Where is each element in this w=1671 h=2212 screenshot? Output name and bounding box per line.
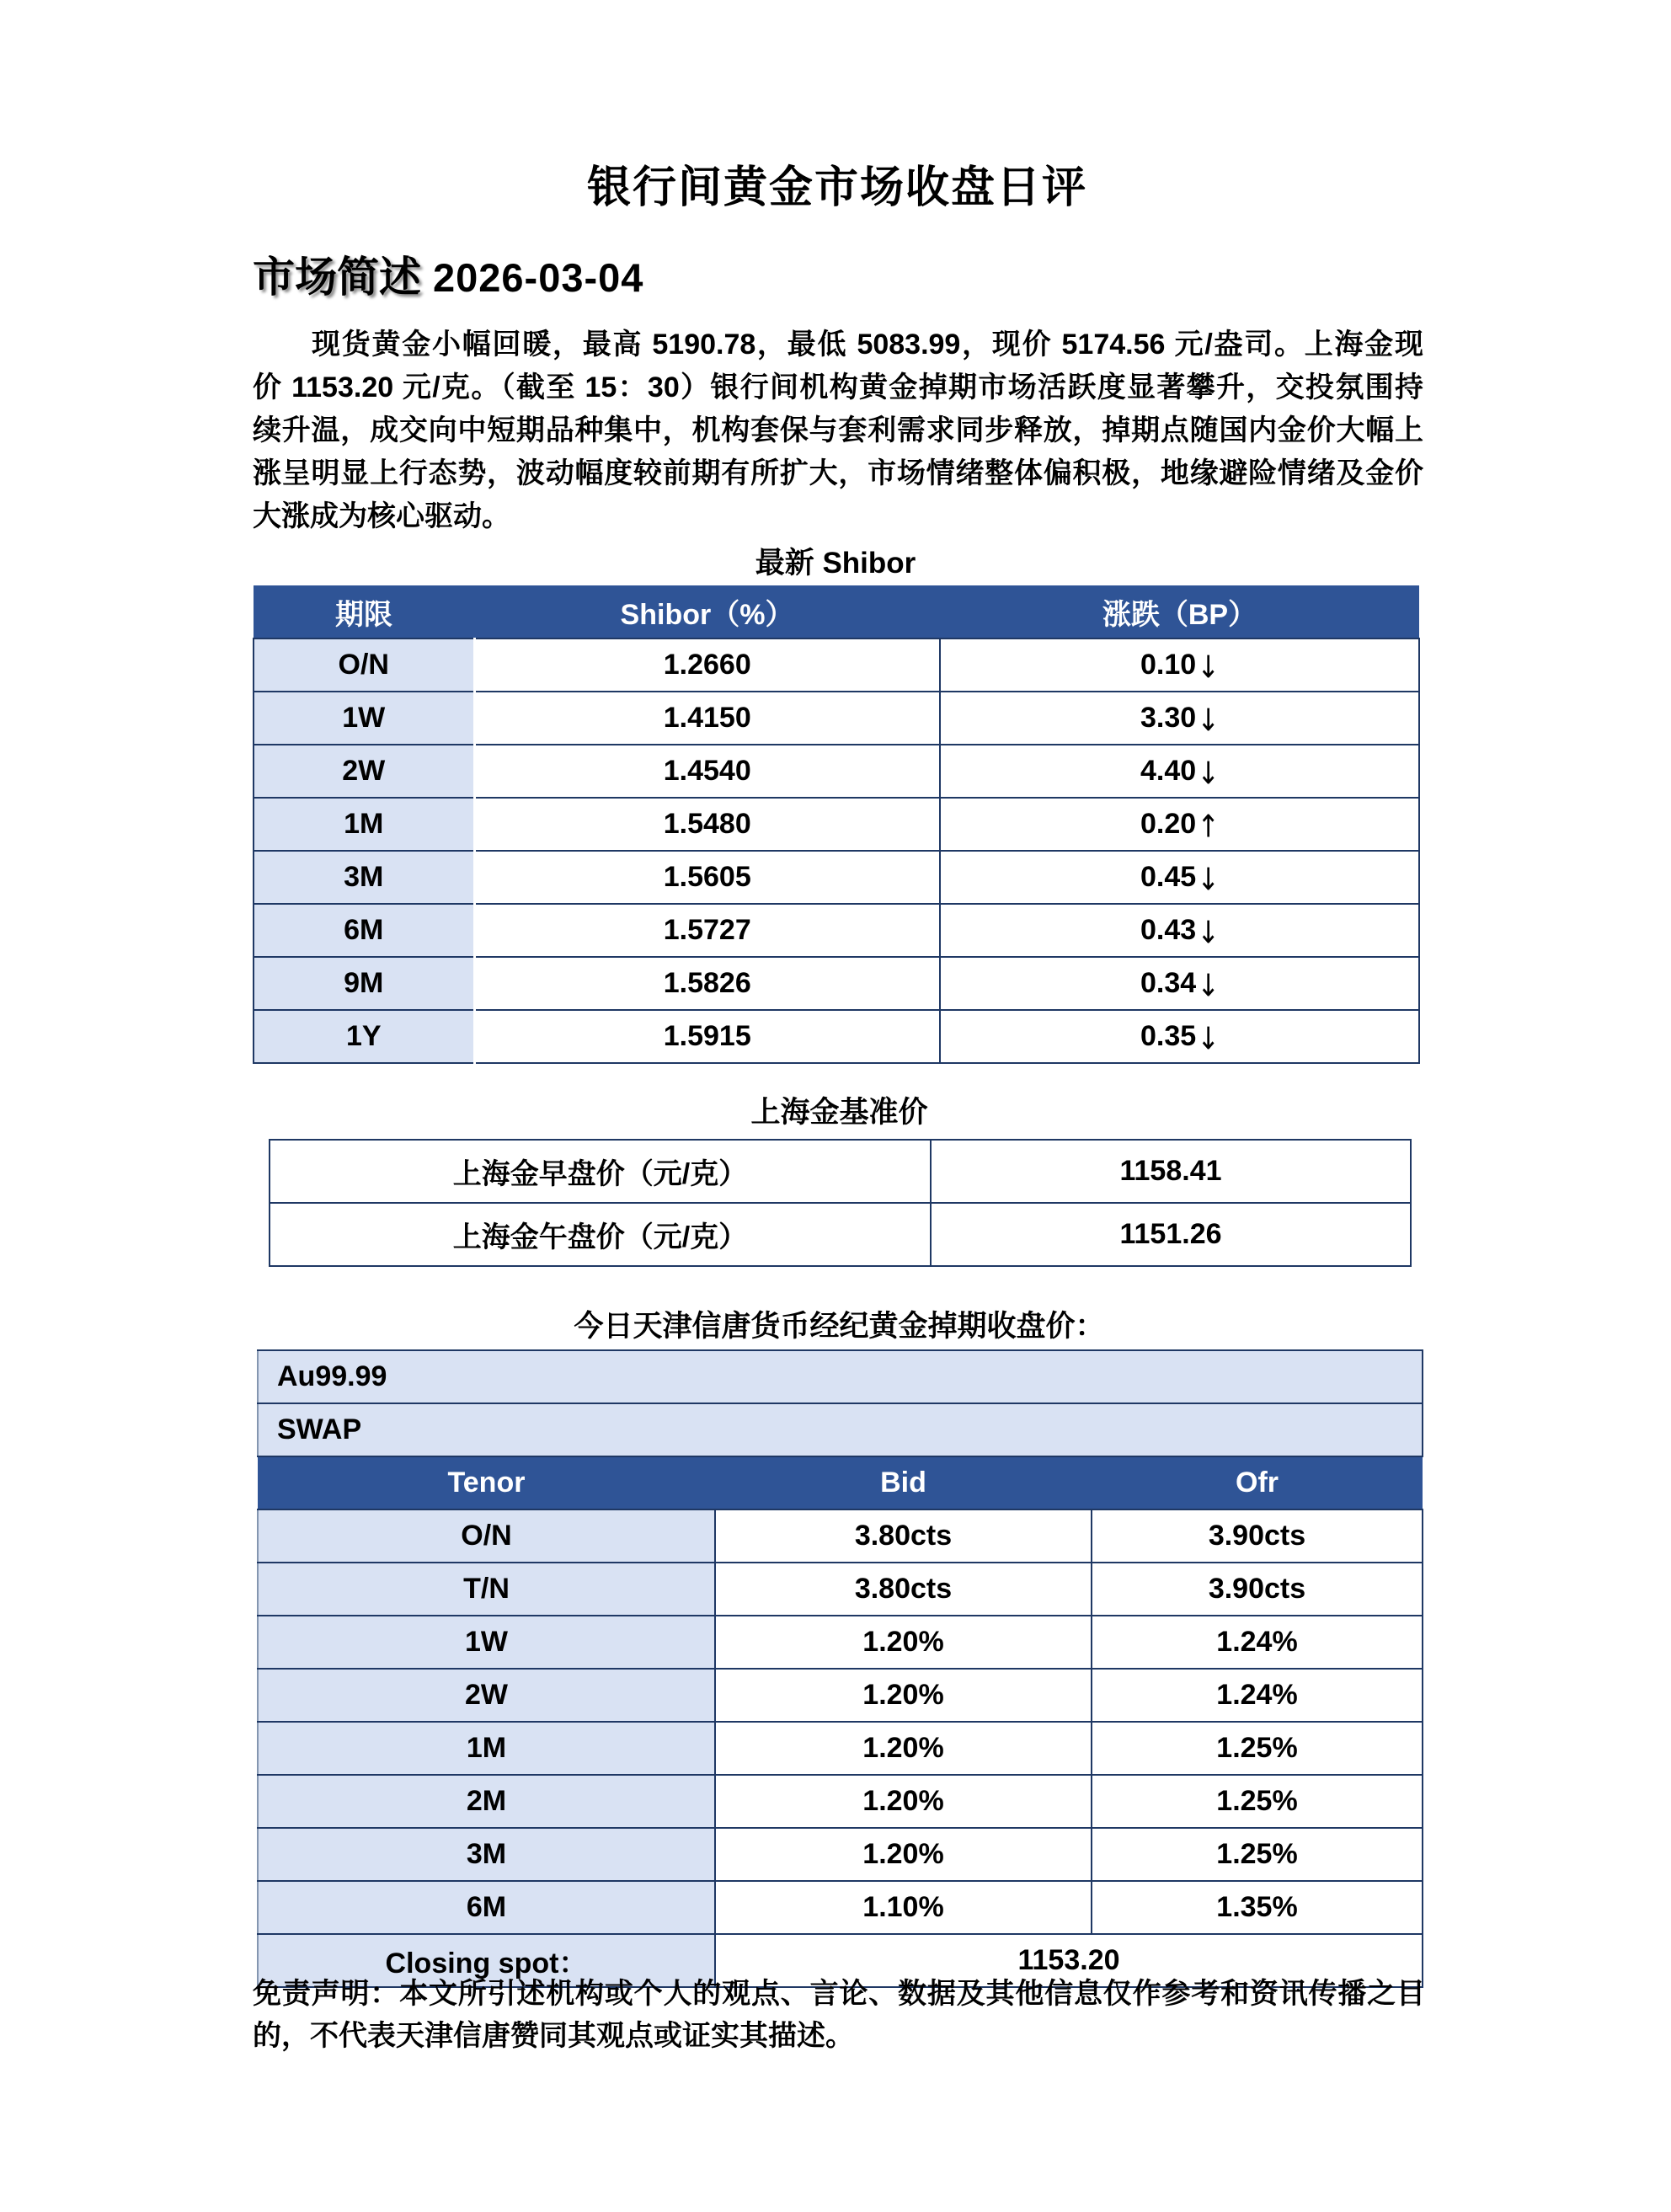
disclaimer xyxy=(253,1973,1425,2057)
change-cell xyxy=(940,957,1419,1010)
tenor-cell: 2W xyxy=(254,745,474,798)
ofr-cell: 1.25% xyxy=(1092,1775,1423,1828)
tenor-cell: 6M xyxy=(258,1881,715,1934)
ofr-cell: 1.24% xyxy=(1092,1616,1423,1669)
down-arrow-icon: ↓ xyxy=(1197,861,1220,898)
change-value: 4.40 xyxy=(1140,755,1197,787)
swap-header-row xyxy=(258,1456,1423,1509)
tenor-cell: 3M xyxy=(258,1828,715,1881)
section-heading-label: 市场简述 xyxy=(253,254,421,301)
change-value: 0.45 xyxy=(1140,861,1197,893)
tenor-cell: 1W xyxy=(258,1616,715,1669)
change-value: 0.10 xyxy=(1140,649,1197,681)
ofr-cell: 1.35% xyxy=(1092,1881,1423,1934)
table-row xyxy=(258,1669,1423,1722)
report-date: 2026-03-04 xyxy=(433,255,644,300)
table-row xyxy=(258,1563,1423,1616)
change-value: 0.34 xyxy=(1140,967,1197,999)
bid-cell: 1.10% xyxy=(715,1881,1092,1934)
shibor-table xyxy=(253,585,1420,1064)
shibor-table-title: 最新 Shibor xyxy=(755,547,916,580)
table-row xyxy=(254,638,1419,692)
swap-header-ofr: Ofr xyxy=(1092,1456,1423,1509)
table-row xyxy=(270,1140,1411,1203)
market-summary-line: 价 1153.20 元/克。（截至 15：30）银行间机构黄金掉期市场活跃度显著攀升，交投氛围持 xyxy=(253,371,1423,403)
bid-cell: 3.80cts xyxy=(715,1563,1092,1616)
swap-header-bid: Bid xyxy=(715,1456,1092,1509)
section-heading xyxy=(253,253,643,302)
tenor-cell: 9M xyxy=(254,957,474,1010)
change-cell xyxy=(940,745,1419,798)
closing-spot-label: Closing spot： xyxy=(258,1934,715,1987)
change-value: 0.43 xyxy=(1140,914,1197,946)
ofr-cell: 1.24% xyxy=(1092,1669,1423,1722)
tenor-cell: T/N xyxy=(258,1563,715,1616)
tenor-cell: O/N xyxy=(258,1509,715,1563)
rate-cell: 1.5480 xyxy=(474,798,940,851)
table-row xyxy=(258,1775,1423,1828)
rate-cell: 1.5826 xyxy=(474,957,940,1010)
ofr-cell: 1.25% xyxy=(1092,1722,1423,1775)
shanghai-gold-table-title: 上海金基准价 xyxy=(750,1096,928,1129)
swap-table-title: 今日天津信唐货币经纪黄金掉期收盘价： xyxy=(574,1310,1105,1343)
change-value: 3.30 xyxy=(1140,702,1197,734)
table-row xyxy=(258,1509,1423,1563)
market-summary-line: 现货黄金小幅回暖，最高 5190.78，最低 5083.99，现价 5174.56 元/盎司。上海金现 xyxy=(312,329,1423,361)
down-arrow-icon: ↓ xyxy=(1197,755,1220,792)
change-value: 0.35 xyxy=(1140,1020,1197,1052)
disclaimer-line: 的，不代表天津信唐赞同其观点或证实其描述。 xyxy=(253,2020,854,2052)
table-row xyxy=(270,1203,1411,1266)
rate-cell: 1.5915 xyxy=(474,1010,940,1063)
benchmark-value-cell: 1158.41 xyxy=(931,1140,1411,1203)
tenor-cell: 6M xyxy=(254,904,474,957)
market-summary-line: 续升温，成交向中短期品种集中，机构套保与套利需求同步释放，掉期点随国内金价大幅上 xyxy=(253,414,1423,446)
tenor-cell: 2W xyxy=(258,1669,715,1722)
document-title: 银行间黄金市场收盘日评 xyxy=(586,163,1087,212)
swap-header-tenor: Tenor xyxy=(258,1456,715,1509)
down-arrow-icon: ↓ xyxy=(1197,967,1220,1004)
table-row xyxy=(258,1616,1423,1669)
bid-cell: 1.20% xyxy=(715,1828,1092,1881)
shibor-header-row xyxy=(254,585,1419,638)
instrument-row xyxy=(258,1403,1423,1456)
up-arrow-icon: ↑ xyxy=(1197,808,1220,845)
product-row xyxy=(258,1350,1423,1403)
down-arrow-icon: ↓ xyxy=(1197,914,1220,951)
down-arrow-icon: ↓ xyxy=(1197,649,1220,686)
change-cell xyxy=(940,692,1419,745)
closing-spot-value: 1153.20 xyxy=(715,1934,1423,1987)
disclaimer-line: 免责声明：本文所引述机构或个人的观点、言论、数据及其他信息仅作参考和资讯传播之目 xyxy=(253,1978,1425,2010)
tenor-cell: 1Y xyxy=(254,1010,474,1063)
bid-cell: 1.20% xyxy=(715,1722,1092,1775)
table-row xyxy=(258,1828,1423,1881)
ofr-cell: 1.25% xyxy=(1092,1828,1423,1881)
table-row xyxy=(254,1010,1419,1063)
tenor-cell: 1M xyxy=(258,1722,715,1775)
shanghai-gold-table xyxy=(269,1139,1412,1267)
product-label: Au99.99 xyxy=(258,1350,1423,1403)
rate-cell: 1.5727 xyxy=(474,904,940,957)
down-arrow-icon: ↓ xyxy=(1197,702,1220,739)
bid-cell: 3.80cts xyxy=(715,1509,1092,1563)
table-row xyxy=(254,692,1419,745)
table-row xyxy=(254,745,1419,798)
rate-cell: 1.4150 xyxy=(474,692,940,745)
table-row xyxy=(254,798,1419,851)
down-arrow-icon: ↓ xyxy=(1197,1020,1220,1057)
change-cell xyxy=(940,638,1419,692)
rate-cell: 1.5605 xyxy=(474,851,940,904)
instrument-label: SWAP xyxy=(258,1403,1423,1456)
rate-cell: 1.2660 xyxy=(474,638,940,692)
bid-cell: 1.20% xyxy=(715,1775,1092,1828)
table-row xyxy=(254,957,1419,1010)
gold-swap-table xyxy=(257,1349,1423,1988)
change-cell xyxy=(940,798,1419,851)
change-value: 0.20 xyxy=(1140,808,1197,840)
tenor-cell: O/N xyxy=(254,638,474,692)
bid-cell: 1.20% xyxy=(715,1616,1092,1669)
shibor-header-change: 涨跌（BP） xyxy=(940,585,1419,638)
market-summary-paragraph xyxy=(253,323,1423,538)
benchmark-label-cell: 上海金早盘价（元/克） xyxy=(270,1140,931,1203)
benchmark-label-cell: 上海金午盘价（元/克） xyxy=(270,1203,931,1266)
benchmark-value-cell: 1151.26 xyxy=(931,1203,1411,1266)
rate-cell: 1.4540 xyxy=(474,745,940,798)
change-cell xyxy=(940,904,1419,957)
tenor-cell: 1M xyxy=(254,798,474,851)
table-row xyxy=(254,904,1419,957)
change-cell xyxy=(940,1010,1419,1063)
ofr-cell: 3.90cts xyxy=(1092,1563,1423,1616)
change-cell xyxy=(940,851,1419,904)
shibor-header-rate: Shibor（%） xyxy=(474,585,940,638)
table-row xyxy=(258,1722,1423,1775)
shibor-header-tenor: 期限 xyxy=(254,585,474,638)
tenor-cell: 1W xyxy=(254,692,474,745)
bid-cell: 1.20% xyxy=(715,1669,1092,1722)
table-row xyxy=(254,851,1419,904)
market-summary-line: 涨呈明显上行态势，波动幅度较前期有所扩大，市场情绪整体偏积极，地缘避险情绪及金价 xyxy=(253,457,1423,489)
tenor-cell: 2M xyxy=(258,1775,715,1828)
market-summary-line: 大涨成为核心驱动。 xyxy=(253,500,510,532)
ofr-cell: 3.90cts xyxy=(1092,1509,1423,1563)
table-row xyxy=(258,1881,1423,1934)
tenor-cell: 3M xyxy=(254,851,474,904)
